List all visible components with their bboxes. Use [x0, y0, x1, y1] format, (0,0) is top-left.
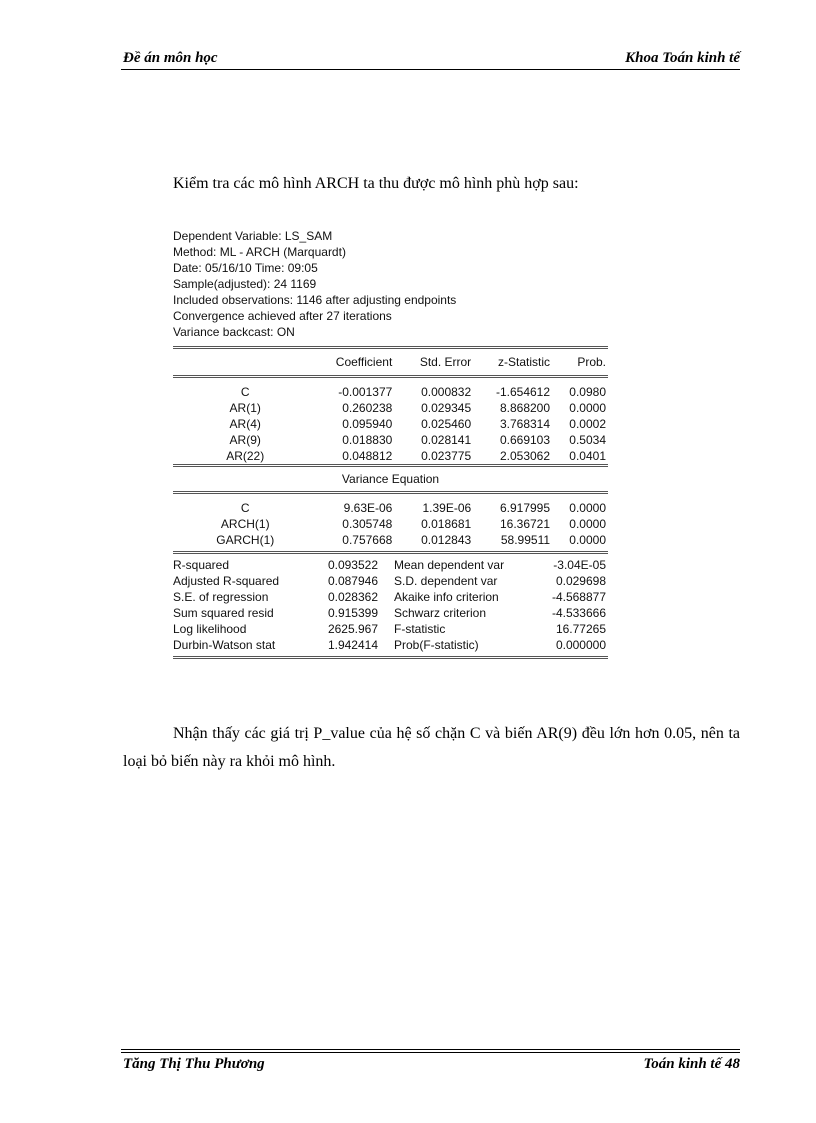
- stat-label: S.D. dependent var: [394, 574, 498, 588]
- cell-std-error: 0.018681: [421, 517, 472, 531]
- table-row: [173, 605, 608, 621]
- cell-std-error: 0.025460: [421, 417, 472, 431]
- stat-value: 0.915399: [327, 606, 378, 620]
- stat-value: 0.029698: [555, 574, 606, 588]
- cell-z-statistic: 2.053062: [499, 449, 551, 463]
- cell-std-error: 0.023775: [421, 449, 472, 463]
- header-right: Khoa Toán kinh tế: [625, 50, 740, 66]
- cell-variable: AR(9): [229, 433, 261, 447]
- meta-line: Method: ML - ARCH (Marquardt): [173, 245, 346, 259]
- stat-value: 1.942414: [327, 638, 378, 652]
- stat-label: R-squared: [173, 558, 230, 572]
- stat-value: 2625.967: [327, 622, 378, 636]
- cell-prob: 0.5034: [569, 433, 606, 447]
- table-row: [173, 432, 608, 448]
- eviews-output: [173, 228, 608, 659]
- table-row: [173, 384, 608, 400]
- intro-text: Kiểm tra các mô hình ARCH ta thu được mô hình phù hợp sau:: [173, 175, 579, 192]
- stat-label: S.E. of regression: [173, 590, 269, 604]
- footer-left: Tăng Thị Thu Phương: [123, 1056, 265, 1072]
- cell-std-error: 0.028141: [421, 433, 472, 447]
- footer-rule: [121, 1052, 740, 1053]
- cell-variable: AR(4): [229, 417, 261, 431]
- cell-z-statistic: 0.669103: [499, 433, 551, 447]
- mean-equation-table: [173, 378, 608, 464]
- col-header-std-error: Std. Error: [419, 355, 472, 369]
- stat-value: 0.000000: [555, 638, 606, 652]
- table-row: [173, 557, 608, 573]
- stat-label: Akaike info criterion: [394, 590, 499, 604]
- cell-prob: 0.0000: [569, 401, 606, 415]
- cell-coefficient: 0.018830: [342, 433, 393, 447]
- table-row: [173, 448, 608, 464]
- summary-stats-table: [173, 554, 608, 656]
- cell-std-error: 0.029345: [421, 401, 472, 415]
- stat-label: Schwarz criterion: [394, 606, 487, 620]
- cell-variable: AR(1): [229, 401, 261, 415]
- output-meta: [173, 228, 608, 340]
- stat-label: F-statistic: [394, 622, 446, 636]
- table-row: [173, 573, 608, 589]
- table-row: [173, 589, 608, 605]
- stat-label: Prob(F-statistic): [394, 638, 479, 652]
- cell-z-statistic: 58.99511: [500, 533, 551, 547]
- cell-z-statistic: 8.868200: [499, 401, 551, 415]
- cell-prob: 0.0980: [569, 385, 606, 399]
- cell-prob: 0.0002: [569, 417, 606, 431]
- stat-value: 16.77265: [555, 622, 606, 636]
- cell-coefficient: 0.757668: [342, 533, 393, 547]
- conclusion-paragraph: Nhận thấy các giá trị P_value của hệ số chặn C và biến AR(9) đều lớn hơn 0.05, nên ta loại bỏ biến này ra khỏi mô hình.: [123, 725, 740, 770]
- coefficient-header: [173, 349, 608, 375]
- table-row: [173, 500, 608, 516]
- cell-variable: C: [240, 385, 250, 399]
- cell-z-statistic: 3.768314: [499, 417, 551, 431]
- table-row: [173, 416, 608, 432]
- cell-z-statistic: 16.36721: [499, 517, 551, 531]
- table-row: [173, 532, 608, 548]
- stat-value: 0.087946: [327, 574, 378, 588]
- variance-equation-title: Variance Equation: [341, 472, 440, 486]
- cell-prob: 0.0000: [569, 501, 606, 515]
- col-header-z-statistic: z-Statistic: [498, 355, 551, 369]
- cell-variable: C: [240, 501, 250, 515]
- cell-coefficient: 0.305748: [342, 517, 393, 531]
- meta-line: Variance backcast: ON: [173, 325, 295, 339]
- stat-label: Adjusted R-squared: [173, 574, 280, 588]
- stat-value: 0.028362: [327, 590, 378, 604]
- stat-value: -4.533666: [551, 606, 606, 620]
- stat-value: 0.093522: [327, 558, 378, 572]
- cell-variable: ARCH(1): [220, 517, 270, 531]
- stat-label: Log likelihood: [173, 622, 247, 636]
- cell-coefficient: 0.048812: [342, 449, 393, 463]
- double-rule: [173, 656, 608, 659]
- cell-prob: 0.0000: [569, 533, 606, 547]
- stat-value: -4.568877: [551, 590, 606, 604]
- cell-std-error: 1.39E-06: [422, 501, 472, 515]
- header-rule: [121, 69, 740, 70]
- table-row: [173, 621, 608, 637]
- table-row: [173, 637, 608, 653]
- meta-line: Convergence achieved after 27 iterations: [173, 309, 392, 323]
- cell-coefficient: 0.260238: [342, 401, 393, 415]
- cell-variable: GARCH(1): [216, 533, 275, 547]
- meta-line: Date: 05/16/10 Time: 09:05: [173, 261, 318, 275]
- stat-label: Durbin-Watson stat: [173, 638, 276, 652]
- cell-std-error: 0.012843: [421, 533, 472, 547]
- cell-coefficient: 9.63E-06: [343, 501, 393, 515]
- cell-prob: 0.0401: [569, 449, 606, 463]
- variance-equation-table: [173, 494, 608, 551]
- table-row: [173, 400, 608, 416]
- col-header-variable: [173, 349, 317, 375]
- cell-z-statistic: 6.917995: [499, 501, 551, 515]
- meta-line: Included observations: 1146 after adjusting endpoints: [173, 293, 457, 307]
- table-row: [173, 516, 608, 532]
- header-left: Đề án môn học: [123, 50, 218, 66]
- cell-coefficient: 0.095940: [342, 417, 393, 431]
- meta-line: Dependent Variable: LS_SAM: [173, 229, 333, 243]
- cell-std-error: 0.000832: [421, 385, 472, 399]
- cell-z-statistic: -1.654612: [495, 385, 551, 399]
- stat-value: -3.04E-05: [553, 558, 606, 572]
- footer-right: Toán kinh tế 48: [643, 1056, 740, 1072]
- cell-coefficient: -0.001377: [338, 385, 393, 399]
- col-header-prob: Prob.: [577, 355, 606, 369]
- cell-prob: 0.0000: [569, 517, 606, 531]
- stat-label: Sum squared resid: [173, 606, 274, 620]
- meta-line: Sample(adjusted): 24 1169: [173, 277, 317, 291]
- stat-label: Mean dependent var: [394, 558, 505, 572]
- col-header-coefficient: Coefficient: [335, 355, 393, 369]
- cell-variable: AR(22): [226, 449, 265, 463]
- footer-rule: [121, 1049, 740, 1050]
- variance-equation-heading: [173, 467, 608, 491]
